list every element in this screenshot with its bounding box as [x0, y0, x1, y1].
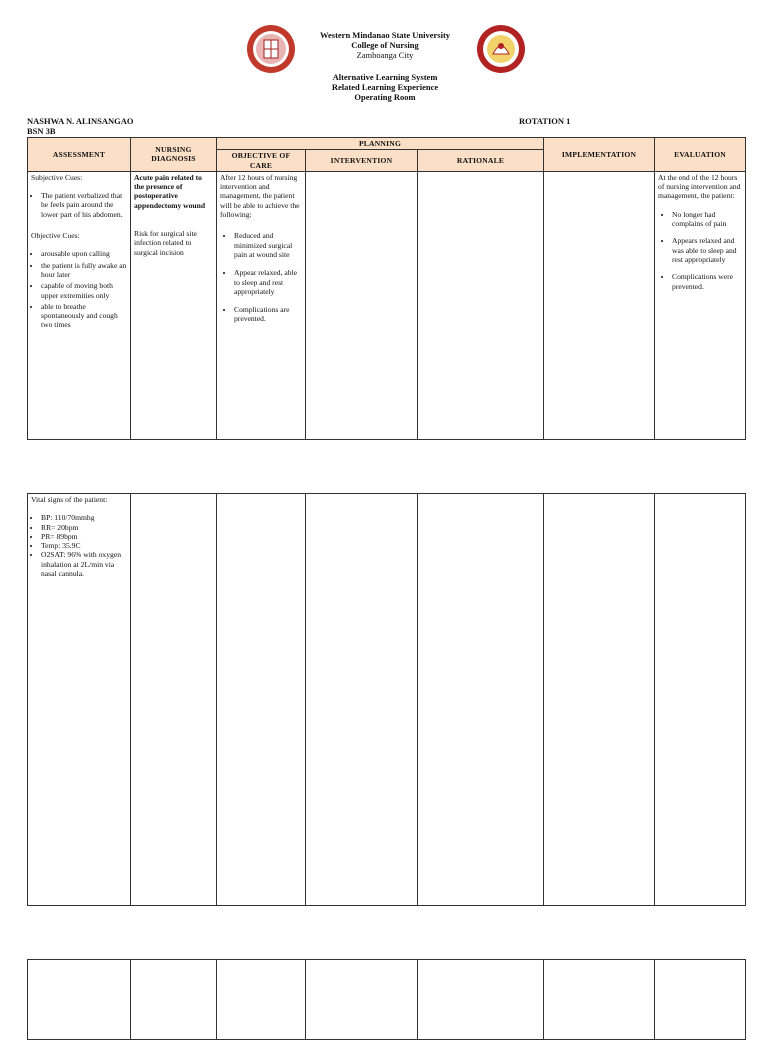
city-name: Zamboanga City	[356, 50, 414, 60]
intervention-cell	[306, 494, 418, 906]
evaluation-item: • Appears relaxed and was able to sleep and rest appropriately	[672, 236, 742, 264]
implementation-cell	[544, 171, 655, 439]
objective-intro: After 12 hours of nursing intervention and management, the patient will be able to achieve the following:	[220, 172, 300, 220]
implementation-cell	[544, 494, 655, 906]
primary-diagnosis: Acute pain related to the presence of postoperative appendectomy wound	[134, 172, 206, 210]
objective-cues-label: Objective Cues:	[31, 231, 80, 241]
vital-sign: • Temp: 35.9C	[41, 541, 127, 550]
intervention-cell	[306, 960, 418, 1040]
experience-name: Related Learning Experience	[331, 82, 439, 92]
implementation-cell	[544, 960, 655, 1040]
vital-sign: • PR= 89bpm	[41, 532, 127, 541]
secondary-diagnosis: Risk for surgical site infection related to surgical incision	[134, 229, 197, 257]
university-name: Western Mindanao State University	[319, 30, 451, 40]
vital-sign: • RR= 20bpm	[41, 523, 127, 532]
diagnosis-cell	[131, 171, 217, 439]
assessment-header: ASSESSMENT	[28, 138, 131, 172]
subjective-cue: • The patient verbalized that he feels pain around the lower part of his abdomen.	[41, 191, 127, 219]
evaluation-item: • Complications were prevented.	[672, 272, 742, 291]
implementation-header: IMPLEMENTATION	[544, 138, 655, 172]
objective-item: • Complications are prevented.	[234, 305, 302, 324]
care-plan-table-page-1	[27, 137, 746, 440]
objective-cell	[217, 171, 306, 439]
intervention-cell	[306, 171, 418, 439]
objective-cell	[217, 494, 306, 906]
intervention-header: INTERVENTION	[306, 150, 418, 172]
evaluation-header: EVALUATION	[655, 138, 746, 172]
diagnosis-cell	[131, 494, 217, 906]
subjective-cues-label: Subjective Cues:	[31, 172, 83, 182]
care-plan-table-page-3	[27, 959, 746, 1040]
care-plan-table-page-2	[27, 493, 746, 906]
objective-cue: • able to breathe spontaneously and cough two times	[41, 302, 127, 330]
area-name: Operating Room	[354, 92, 416, 102]
assessment-cell	[28, 960, 131, 1040]
objective-cue: • capable of moving both upper extremities only	[41, 281, 127, 300]
objective-header: OBJECTIVE OF CARE	[217, 150, 306, 172]
college-name: College of Nursing	[351, 40, 419, 50]
objective-cue: • the patient is fully awake an hour later	[41, 261, 127, 280]
objective-item: • Reduced and minimized surgical pain at wound site	[234, 231, 302, 259]
student-section: BSN 3B	[27, 126, 56, 136]
rationale-cell	[418, 960, 544, 1040]
planning-header: PLANNING	[217, 138, 544, 150]
student-name: NASHWA N. ALINSANGAO	[27, 116, 134, 126]
objective-cell	[217, 960, 306, 1040]
rationale-header: RATIONALE	[418, 150, 544, 172]
vital-sign: • O2SAT: 96% with oxygen inhalation at 2L/min via nasal cannula.	[41, 550, 127, 578]
evaluation-cell	[655, 494, 746, 906]
diagnosis-header: NURSING DIAGNOSIS	[131, 138, 217, 172]
diagnosis-cell	[131, 960, 217, 1040]
evaluation-item: • No longer had complains of pain	[672, 210, 742, 229]
vital-signs-label: Vital signs of the patient:	[31, 495, 108, 504]
objective-item: • Appear relaxed, able to sleep and rest appropriately	[234, 268, 302, 296]
program-name: Alternative Learning System	[332, 72, 438, 82]
assessment-cell	[28, 171, 131, 439]
vital-sign: • BP: 110/70mmhg	[41, 513, 127, 522]
rationale-cell	[418, 494, 544, 906]
evaluation-cell	[655, 960, 746, 1040]
evaluation-cell	[655, 171, 746, 439]
rationale-cell	[418, 171, 544, 439]
assessment-cell	[28, 494, 131, 906]
rotation-label: ROTATION 1	[519, 116, 571, 126]
objective-cue: • arousable upon calling	[41, 249, 127, 258]
evaluation-intro: At the end of the 12 hours of nursing intervention and management, the patient:	[658, 172, 741, 201]
